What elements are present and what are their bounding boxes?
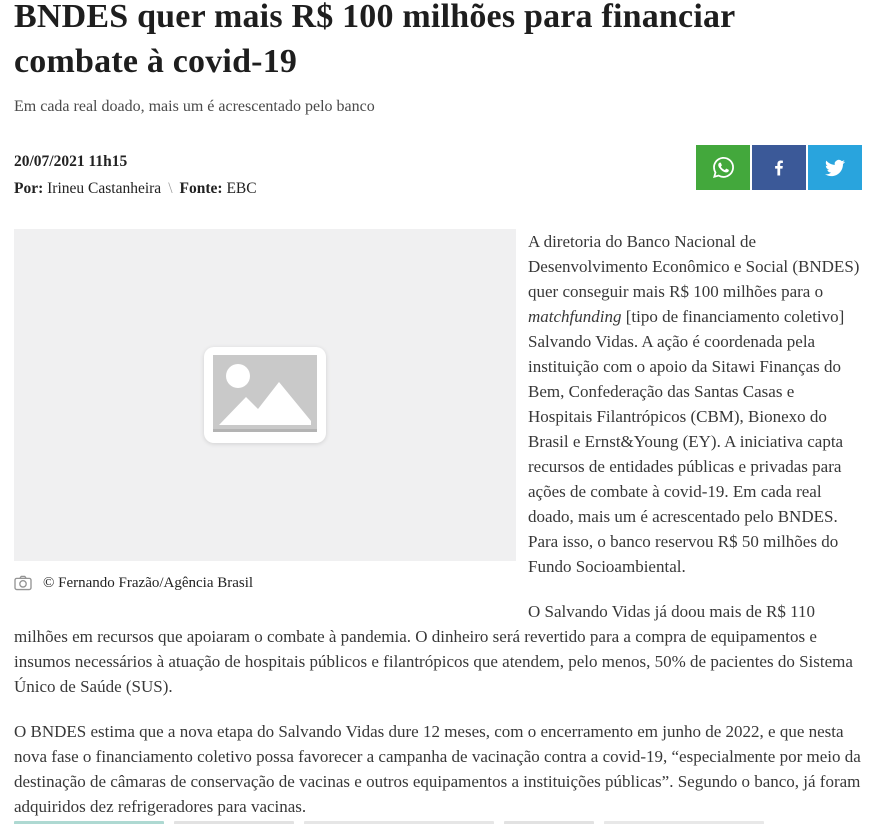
paragraph <box>14 719 862 819</box>
image-caption <box>14 573 516 593</box>
article-subtitle: Em cada real doado, mais um é acrescentado pelo banco <box>14 98 375 115</box>
twitter-icon <box>825 158 845 178</box>
paragraph <box>14 599 862 699</box>
share-twitter-button[interactable] <box>808 145 862 190</box>
share-facebook-button[interactable] <box>752 145 806 190</box>
camera-icon <box>14 575 32 591</box>
author-label: Por: <box>14 180 44 197</box>
publish-date: 20/07/2021 11h15 <box>14 153 128 170</box>
whatsapp-icon <box>713 157 734 178</box>
image-placeholder <box>14 229 516 561</box>
article-body <box>14 229 862 824</box>
image-caption-text: © Fernando Frazão/Agência Brasil <box>43 575 254 591</box>
share-buttons <box>696 145 862 190</box>
meta-info <box>14 145 257 199</box>
italic-term: matchfunding <box>528 307 622 326</box>
byline <box>14 178 257 199</box>
text-segment: O BNDES estima que a nova etapa do Salvando Vidas dure 12 meses, com o encerramento em junho de 2022, e que nesta nova fase o financiamento coletivo possa favorecer a campanha de vacinação contra a covid-19, “especialmente por meio da destinação de câmaras de conservação de vacinas e outros equipamentos a instituições públicas”. Segundo o banco, já foram adquiridos dez refrigeradores para vacinas. <box>14 722 861 816</box>
byline-separator: \ <box>168 180 173 197</box>
meta-row <box>14 145 862 199</box>
source-name: EBC <box>226 180 257 197</box>
facebook-icon <box>769 158 789 178</box>
picture-placeholder-icon <box>213 355 317 435</box>
article-figure <box>14 229 516 593</box>
text-segment: [tipo de financiamento coletivo] Salvando Vidas. A ação é coordenada pela instituição com o apoio da Sitawi Finanças do Bem, Confederação das Santas Casas e Hospitais Filantrópicos (CBM), Bionexo do Brasil e Ernst&Young (EY). A iniciativa capta recursos de entidades públicas e privadas para ações de combate à covid-19. Em cada real doado, mais um é acrescentado pelo BNDES. Para isso, o banco reservou R$ 50 milhões do Fundo Socioambiental. <box>528 307 845 576</box>
text-segment: O Salvando Vidas já doou mais de R$ 110 milhões em recursos que apoiaram o combate à pandemia. O dinheiro será revertido para a compra de equipamentos e insumos necessários à atuação de hospitais públicos e filantrópicos que atendem, pelo menos, 50% de pacientes do Sistema Único de Saúde (SUS). <box>14 602 853 696</box>
broken-image-card <box>204 347 326 443</box>
text-segment: A diretoria do Banco Nacional de Desenvolvimento Econômico e Social (BNDES) quer conseguir mais R$ 100 milhões para o <box>528 232 860 301</box>
source-label: Fonte: <box>179 180 223 197</box>
share-whatsapp-button[interactable] <box>696 145 750 190</box>
page-title: BNDES quer mais R$ 100 milhões para financiar combate à covid-19 <box>14 0 735 80</box>
author-name: Irineu Castanheira <box>47 180 162 197</box>
